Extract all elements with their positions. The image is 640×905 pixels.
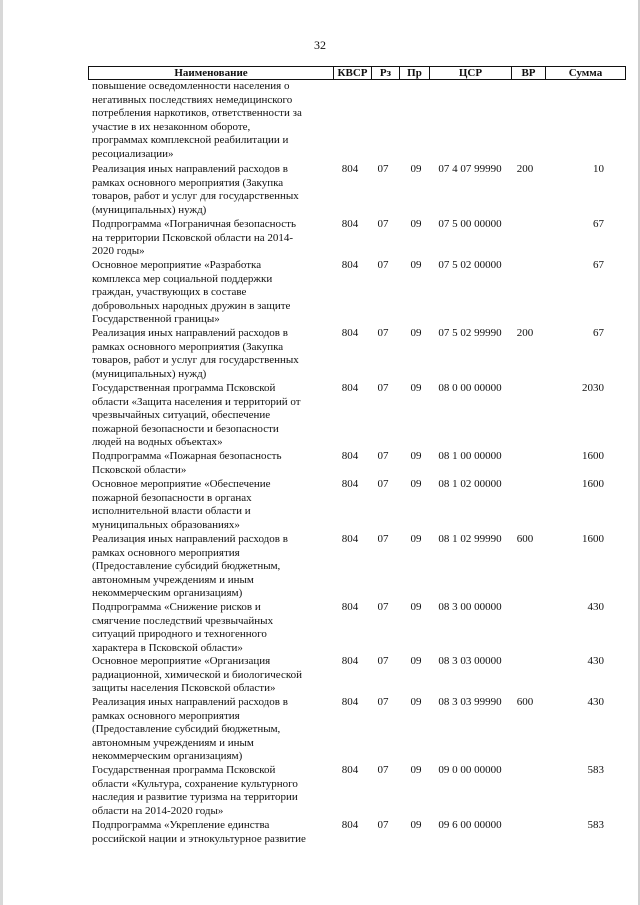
row-name-line: исполнительной власти области и <box>92 505 251 518</box>
row-pr: 09 <box>410 450 422 462</box>
row-vr: 200 <box>516 327 534 339</box>
row-name-line: граждан, участвующих в составе <box>92 286 247 299</box>
row-name <box>92 478 324 532</box>
row-name-line: повышение осведомленности населения о <box>92 80 290 92</box>
row-name <box>92 533 324 601</box>
row-name-line: потребления наркотиков, ответственности за <box>92 107 302 120</box>
row-sum: 67 <box>593 259 604 271</box>
row-name <box>92 601 324 655</box>
row-name-line: радиационной, химической и биологической <box>92 668 303 681</box>
row-name-line: муниципальных образованиях» <box>92 518 240 531</box>
row-rz: 07 <box>377 819 389 831</box>
scan-edge-left <box>0 0 3 905</box>
row-pr: 09 <box>410 764 422 776</box>
row-name-line: области на 2014-2020 годы» <box>92 804 224 817</box>
row-name-line: Основное мероприятие «Организация <box>92 655 271 667</box>
row-name-line: товаров, работ и услуг для государственных <box>92 190 299 203</box>
row-vr: 600 <box>516 533 534 545</box>
row-name-line: (Предоставление субсидий бюджетным, <box>92 723 281 736</box>
row-kvsr: 804 <box>341 478 359 490</box>
row-csr: 07 5 00 00000 <box>438 218 502 230</box>
row-kvsr: 804 <box>341 259 359 271</box>
row-name-line: области «Культура, сохранение культурного <box>92 777 298 790</box>
row-kvsr: 804 <box>341 163 359 175</box>
row-name <box>92 259 324 327</box>
row-name-line: ресоциализации» <box>92 147 174 160</box>
row-name-line: Подпрограмма «Снижение рисков и <box>92 601 261 613</box>
row-name-line: (муниципальных) нужд) <box>92 203 207 216</box>
row-name-line: Подпрограмма «Укрепление единства <box>92 819 270 831</box>
row-rz: 07 <box>377 696 389 708</box>
row-pr: 09 <box>410 819 422 831</box>
row-name-line: (Предоставление субсидий бюджетным, <box>92 560 281 573</box>
row-sum: 10 <box>593 163 604 175</box>
row-name-line: некоммерческим организациям) <box>92 587 243 600</box>
row-sum: 430 <box>587 601 604 613</box>
row-csr: 09 6 00 00000 <box>438 819 502 831</box>
header-vr: ВР <box>511 67 545 79</box>
row-pr: 09 <box>410 163 422 175</box>
row-rz: 07 <box>377 764 389 776</box>
row-name-line: некоммерческим организациям) <box>92 750 243 763</box>
header-rz: Рз <box>371 67 399 79</box>
row-name-line: комплекса мер социальной поддержки <box>92 272 273 285</box>
row-pr: 09 <box>410 478 422 490</box>
row-name-line: ситуаций природного и техногенного <box>92 628 267 641</box>
row-name-line: Государственная программа Псковской <box>92 382 276 394</box>
row-name-line: автономным учреждениям и иным <box>92 736 254 749</box>
row-csr: 08 1 02 00000 <box>438 478 502 490</box>
row-name <box>92 382 324 450</box>
row-name-line: Государственная программа Псковской <box>92 764 276 776</box>
row-pr: 09 <box>410 601 422 613</box>
row-name <box>92 450 324 477</box>
header-csr: ЦСР <box>429 67 511 79</box>
row-name-line: российской нации и этнокультурное развитие <box>92 832 306 845</box>
row-sum: 1600 <box>582 450 604 462</box>
row-kvsr: 804 <box>341 819 359 831</box>
row-name-line: Реализация иных направлений расходов в <box>92 163 288 175</box>
row-csr: 07 4 07 99990 <box>438 163 502 175</box>
header-sum: Сумма <box>545 67 625 79</box>
row-name-line: Реализация иных направлений расходов в <box>92 327 288 339</box>
row-csr: 08 3 00 00000 <box>438 601 502 613</box>
row-pr: 09 <box>410 533 422 545</box>
row-sum: 583 <box>587 819 604 831</box>
row-pr: 09 <box>410 696 422 708</box>
row-rz: 07 <box>377 450 389 462</box>
row-rz: 07 <box>377 601 389 613</box>
row-name-line: чрезвычайных ситуаций, обеспечение <box>92 409 271 422</box>
row-vr: 600 <box>516 696 534 708</box>
row-name-line: характера в Псковской области» <box>92 641 243 654</box>
row-name-line: рамках основного мероприятия (Закупка <box>92 176 284 189</box>
row-name-line: наследия и развитие туризма на территории <box>92 791 298 804</box>
row-name-line: рамках основного мероприятия <box>92 546 240 559</box>
row-name-line: автономным учреждениям и иным <box>92 573 254 586</box>
row-name-line: добровольных народных дружин в защите <box>92 299 291 312</box>
row-name <box>92 696 324 764</box>
row-sum: 2030 <box>582 382 604 394</box>
budget-table <box>88 66 626 845</box>
row-rz: 07 <box>377 533 389 545</box>
row-sum: 583 <box>587 764 604 776</box>
row-sum: 430 <box>587 696 604 708</box>
row-name-line: Подпрограмма «Пограничная безопасность <box>92 218 296 230</box>
row-csr: 09 0 00 00000 <box>438 764 502 776</box>
row-name-line: негативных последствиях немедицинского <box>92 93 293 106</box>
row-kvsr: 804 <box>341 764 359 776</box>
table-header <box>88 66 626 80</box>
row-pr: 09 <box>410 655 422 667</box>
row-csr: 08 0 00 00000 <box>438 382 502 394</box>
row-name-line: 2020 годы» <box>92 245 145 258</box>
row-pr: 09 <box>410 327 422 339</box>
row-name-line: области «Защита населения и территорий от <box>92 395 301 408</box>
row-name-line: Псковской области» <box>92 463 187 476</box>
row-sum: 1600 <box>582 478 604 490</box>
row-name-line: людей на водных объектах» <box>92 436 223 449</box>
row-name-line: защиты населения Псковской области» <box>92 682 276 695</box>
row-name-line: на территории Псковской области на 2014- <box>92 231 294 244</box>
row-name-line: Основное мероприятие «Разработка <box>92 259 262 271</box>
row-rz: 07 <box>377 382 389 394</box>
row-rz: 07 <box>377 259 389 271</box>
row-name-line: товаров, работ и услуг для государственных <box>92 354 299 367</box>
row-pr: 09 <box>410 382 422 394</box>
row-name-line: рамках основного мероприятия <box>92 709 240 722</box>
row-kvsr: 804 <box>341 696 359 708</box>
row-name-line: Реализация иных направлений расходов в <box>92 533 288 545</box>
row-kvsr: 804 <box>341 655 359 667</box>
row-name-line: Государственной границы» <box>92 313 220 326</box>
row-name-line: Основное мероприятие «Обеспечение <box>92 478 271 490</box>
row-rz: 07 <box>377 478 389 490</box>
row-rz: 07 <box>377 163 389 175</box>
header-pr: Пр <box>399 67 429 79</box>
row-csr: 07 5 02 99990 <box>438 327 502 339</box>
page-number: 32 <box>314 38 326 52</box>
row-name <box>92 327 324 381</box>
row-rz: 07 <box>377 655 389 667</box>
row-name-line: смягчение последствий чрезвычайных <box>92 614 274 627</box>
row-name <box>92 163 324 217</box>
row-name <box>92 655 324 696</box>
row-rz: 07 <box>377 218 389 230</box>
header-kvsr: КВСР <box>333 67 371 79</box>
row-kvsr: 804 <box>341 218 359 230</box>
row-csr: 07 5 02 00000 <box>438 259 502 271</box>
header-name: Наименование <box>174 67 248 79</box>
row-kvsr: 804 <box>341 382 359 394</box>
row-name-line: пожарной безопасности и безопасности <box>92 422 279 435</box>
row-name-line: рамках основного мероприятия (Закупка <box>92 340 284 353</box>
row-name-line: (муниципальных) нужд) <box>92 367 207 380</box>
row-sum: 1600 <box>582 533 604 545</box>
row-kvsr: 804 <box>341 450 359 462</box>
row-sum: 67 <box>593 327 604 339</box>
row-csr: 08 1 00 00000 <box>438 450 502 462</box>
row-pr: 09 <box>410 218 422 230</box>
row-kvsr: 804 <box>341 327 359 339</box>
row-kvsr: 804 <box>341 601 359 613</box>
row-name <box>92 80 324 162</box>
row-pr: 09 <box>410 259 422 271</box>
row-name <box>92 764 324 818</box>
row-csr: 08 3 03 00000 <box>438 655 502 667</box>
row-name-line: программах комплексной реабилитации и <box>92 134 289 147</box>
row-csr: 08 3 03 99990 <box>438 696 502 708</box>
row-kvsr: 804 <box>341 533 359 545</box>
row-rz: 07 <box>377 327 389 339</box>
row-sum: 430 <box>587 655 604 667</box>
row-vr: 200 <box>516 163 534 175</box>
row-name-line: Подпрограмма «Пожарная безопасность <box>92 450 282 462</box>
row-name-line: участие в их незаконном обороте, <box>92 120 251 133</box>
row-name <box>92 819 324 846</box>
row-name-line: пожарной безопасности в органах <box>92 491 252 504</box>
row-sum: 67 <box>593 218 604 230</box>
row-name <box>92 218 324 259</box>
row-name-line: Реализация иных направлений расходов в <box>92 696 288 708</box>
row-csr: 08 1 02 99990 <box>438 533 502 545</box>
